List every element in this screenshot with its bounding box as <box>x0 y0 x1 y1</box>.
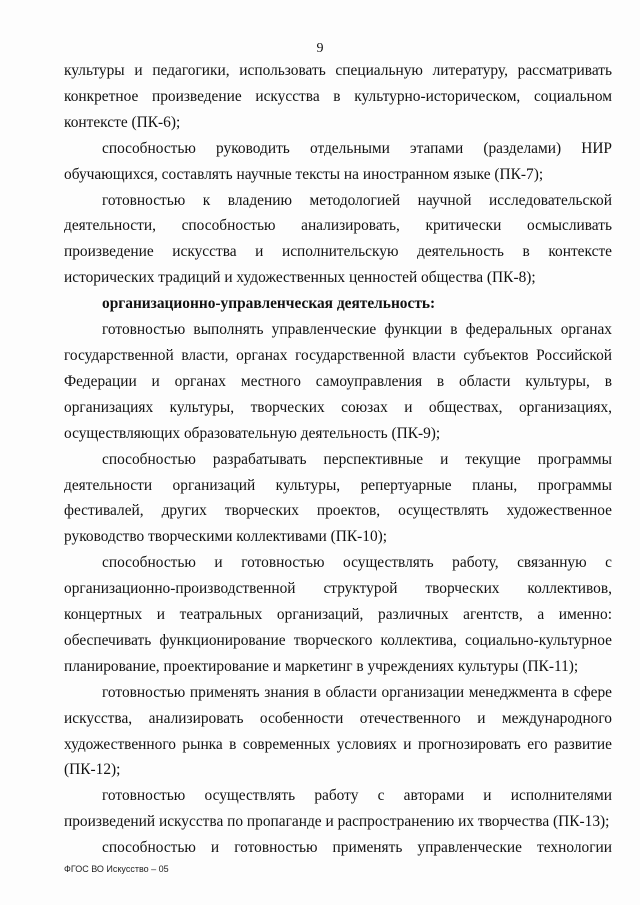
section-heading: организационно-управленческая деятельность: <box>102 295 436 313</box>
paragraph: способностью и готовностью осуществлять работу, связанную с организационно-производственной структурой творческих коллективов, концертных и театральных организаций, различных агентств, а именно: обеспечивать функционирование творческого коллектива, социально-культурное планирование, проектирование и маркетинг в учреждениях культуры (ПК-11); <box>64 554 612 675</box>
footer-note: ФГОС ВО Искусство – 05 <box>64 864 169 874</box>
body-text <box>64 58 612 861</box>
paragraph: культуры и педагогики, использовать специальную литературу, рассматривать конкретное произведение искусства в культурно-историческом, социальном контексте (ПК-6); <box>64 62 612 131</box>
paragraph: готовностью применять знания в области организации менеджмента в сфере искусства, анализировать особенности отечественного и международного художественного рынка в современных условиях и прогнозировать его развитие (ПК-12); <box>64 683 612 779</box>
paragraph: готовностью выполнять управленческие функции в федеральных органах государственной власти, органах государственной власти субъектов Российской Федерации и органах местного самоуправления в области культуры, в организациях культуры, творческих союзах и обществах, организациях, осуществляющих образовательную деятельность (ПК-9); <box>64 321 612 442</box>
paragraph: способностью и готовностью применять управленческие технологии <box>102 839 612 857</box>
paragraph: способностью руководить отдельными этапами (разделами) НИР обучающихся, составлять научные тексты на иностранном языке (ПК-7); <box>64 139 612 183</box>
paragraph: готовностью к владению методологией научной исследовательской деятельности, способностью анализировать, критически осмысливать произведение искусства и исполнительскую деятельность в контексте исторических традиций и художественных ценностей общества (ПК-8); <box>64 191 612 287</box>
page-number: 9 <box>316 41 324 56</box>
paragraph: готовностью осуществлять работу с авторами и исполнителями произведений искусства по пропаганде и распространению их творчества (ПК-13); <box>64 787 612 831</box>
paragraph: способностью разрабатывать перспективные и текущие программы деятельности организаций культуры, репертуарные планы, программы фестивалей, других творческих проектов, осуществлять художественное руководство творческими коллективами (ПК-10); <box>64 450 612 546</box>
